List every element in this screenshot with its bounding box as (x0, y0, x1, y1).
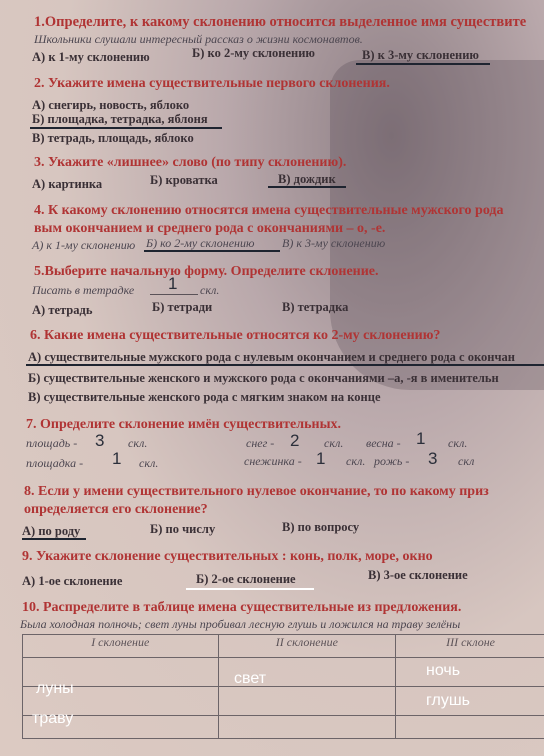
table-answer-travu: траву (32, 710, 74, 727)
q5-option-a: А) тетрадь (32, 303, 93, 317)
table-answer-luny: луны (36, 680, 74, 697)
q7-answer-2: 1 (112, 449, 122, 468)
q5-answer-blank (150, 294, 198, 295)
q4-answer-underline (144, 250, 280, 252)
table-header-declension-1: I склонение (23, 635, 219, 658)
q7-answer-3: 2 (290, 431, 300, 450)
table-header-declension-2: II склонение (218, 635, 396, 658)
q7-skl-2: скл. (139, 456, 159, 470)
q1-title: 1.Определите, к какому склонению относится выделенное имя существите (34, 14, 527, 30)
table-cell-3c (396, 716, 544, 739)
q4-option-a: А) к 1-му склонению (32, 238, 136, 252)
q7-skl-6: скл (458, 454, 475, 468)
q2-answer-underline (30, 127, 222, 129)
q8-option-a: А) по роду (22, 524, 81, 538)
q7-skl-5: скл. (448, 436, 468, 450)
q9-option-b: Б) 2-ое склонение (196, 572, 296, 586)
q1-option-a: А) к 1-му склонению (32, 50, 150, 64)
q5-option-c: В) тетрадка (282, 300, 349, 314)
q8-answer-underline (22, 538, 86, 540)
q7-word-1: площадь - (26, 436, 78, 450)
q6-option-c: В) существительные женского рода с мягким знаком на конце (28, 390, 381, 404)
q7-word-2: площадка - (26, 456, 84, 470)
q10-sentence: Была холодная полночь; свет луны пробивал лесную глушь и ложился на траву зелёны (20, 617, 461, 631)
table-header-declension-3: III склоне (396, 635, 544, 658)
q7-answer-1: 3 (95, 431, 105, 450)
q6-answer-underline (26, 364, 544, 366)
q4-option-c: В) к 3-му склонению (282, 236, 386, 250)
q6-option-b: Б) существительные женского и мужского рода с окончаниями –а, -я в именительн (28, 371, 499, 385)
q7-answer-5: 1 (416, 429, 426, 448)
q1-answer-underline (356, 63, 490, 65)
q8-option-b: Б) по числу (150, 522, 216, 536)
q5-option-b: Б) тетради (152, 300, 213, 314)
q2-option-c: В) тетрадь, площадь, яблоко (32, 131, 194, 145)
table-answer-svet: свет (234, 670, 267, 687)
q5-suffix: скл. (200, 283, 220, 297)
q2-option-b: Б) площадка, тетрадка, яблоня (32, 112, 208, 126)
q6-option-a: А) существительные мужского рода с нулевым окончанием и среднего рода с окончан (28, 350, 515, 364)
q2-title: 2. Укажите имена существительные первого склонения. (34, 76, 390, 91)
table-cell-2b (218, 687, 396, 716)
q9-title: 9. Укажите склонение существительных : конь, полк, море, окно (22, 549, 433, 564)
q5-title: 5.Выберите начальную форму. Определите склонение. (34, 264, 379, 279)
q8-title-line2: определяется его склонение? (24, 502, 208, 517)
q4-title-line2: вым окончанием и среднего рода с окончаниями – о, -е. (34, 221, 386, 236)
table-cell-3a (396, 658, 544, 687)
q4-title-line1: 4. К какому склонению относятся имена существительные мужского рода (34, 203, 504, 218)
q8-title-line1: 8. Если у имени существительного нулевое окончание, то по какому приз (24, 484, 489, 499)
q4-option-b: Б) ко 2-му склонению (146, 236, 255, 250)
q7-word-3: снег - (246, 436, 275, 450)
table-answer-noch: ночь (426, 662, 461, 679)
q7-word-6: рожь - (374, 454, 410, 468)
q7-word-4: снежинка - (244, 454, 302, 468)
q9-option-c: В) 3-ое склонение (368, 568, 468, 582)
declension-table (22, 634, 544, 739)
q5-prompt: Писать в тетрадке (32, 283, 135, 297)
q1-option-c: В) к 3-му склонению (362, 48, 479, 62)
q3-answer-underline (268, 186, 346, 188)
q7-answer-4: 1 (316, 449, 326, 468)
q7-skl-3: скл. (324, 436, 344, 450)
q7-skl-1: скл. (128, 436, 148, 450)
q5-answer: 1 (168, 274, 178, 293)
q7-word-5: весна - (366, 436, 401, 450)
q10-title: 10. Распределите в таблице имена существительные из предложения. (22, 600, 462, 615)
q8-option-c: В) по вопросу (282, 520, 360, 534)
q9-answer-underline (186, 588, 314, 590)
q7-answer-6: 3 (428, 449, 438, 468)
q3-option-a: А) картинка (32, 177, 103, 191)
q2-option-a: А) снегирь, новость, яблоко (32, 98, 190, 112)
q3-option-c: В) дождик (278, 172, 336, 186)
table-cell-2c (218, 716, 396, 739)
q1-option-b: Б) ко 2-му склонению (192, 46, 315, 60)
table-answer-glush: глушь (426, 692, 470, 709)
q3-option-b: Б) кроватка (150, 173, 218, 187)
q3-title: 3. Укажите «лишнее» слово (по типу склонению). (34, 155, 347, 170)
q7-skl-4: скл. (346, 454, 366, 468)
q7-title: 7. Определите склонение имён существительных. (26, 417, 342, 432)
q1-sentence: Школьники слушали интересный рассказ о жизни космонавтов. (34, 32, 363, 46)
q6-title: 6. Какие имена существительные относятся ко 2-му склонению? (30, 328, 441, 343)
q9-option-a: А) 1-ое склонение (22, 574, 123, 588)
